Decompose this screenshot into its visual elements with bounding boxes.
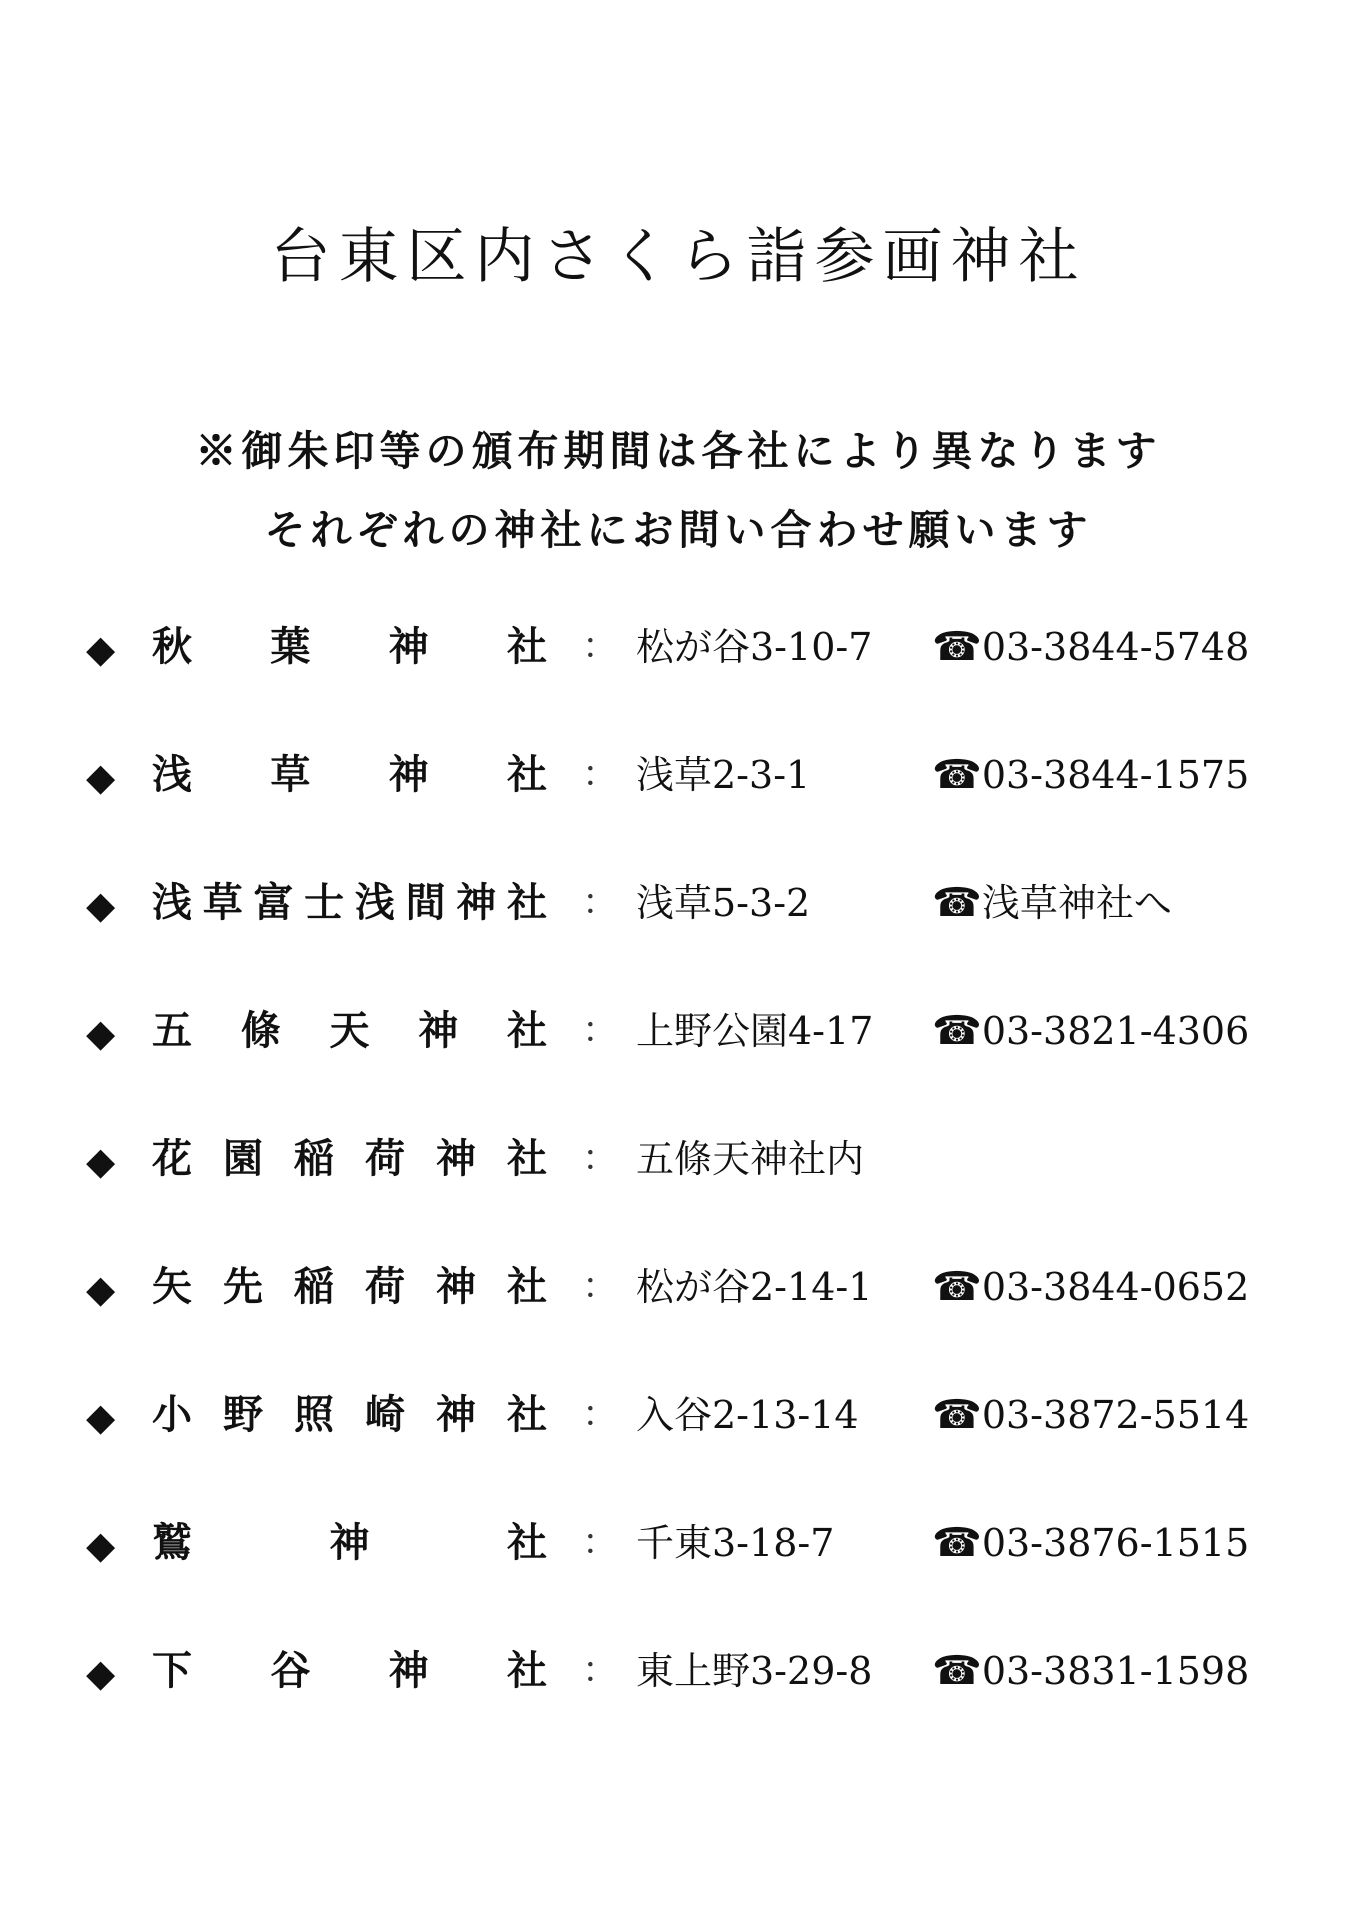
colon-separator: ：	[582, 626, 619, 667]
diamond-bullet-icon: ◆	[86, 1267, 116, 1311]
phone-number: 03-3872-5514	[981, 1393, 1250, 1437]
shrine-name: 浅草神社	[152, 751, 547, 798]
telephone-icon: ☎	[932, 880, 982, 926]
shrine-name: 小野照崎神社	[152, 1391, 547, 1438]
shrine-name: 五條天神社	[152, 1007, 547, 1054]
shrine-row	[0, 1124, 1357, 1194]
phone-number: 03-3844-1575	[981, 753, 1250, 797]
diamond-bullet-icon: ◆	[86, 1523, 116, 1567]
diamond-bullet-icon: ◆	[86, 883, 116, 927]
shrine-row	[0, 1636, 1357, 1706]
shrine-row	[0, 996, 1357, 1066]
colon-separator: ：	[582, 1650, 619, 1691]
notice-line-2: それぞれの神社にお問い合わせ願います	[264, 506, 1093, 554]
colon-separator: ：	[582, 1266, 619, 1307]
shrine-name: 花園稲荷神社	[152, 1135, 547, 1182]
shrine-address: 東上野3-29-8	[636, 1649, 873, 1693]
shrine-row	[0, 612, 1357, 682]
colon-separator: ：	[582, 882, 619, 923]
shrine-address: 浅草2-3-1	[636, 753, 811, 797]
shrine-phone	[932, 1520, 1249, 1566]
shrine-row	[0, 1252, 1357, 1322]
colon-separator: ：	[582, 1010, 619, 1051]
diamond-bullet-icon: ◆	[86, 1395, 116, 1439]
telephone-icon: ☎	[932, 1520, 982, 1566]
telephone-icon: ☎	[932, 1008, 982, 1054]
phone-number: 03-3844-0652	[981, 1265, 1250, 1309]
phone-number: 03-3831-1598	[981, 1649, 1250, 1693]
colon-separator: ：	[582, 754, 619, 795]
shrine-address: 入谷2-13-14	[636, 1393, 859, 1437]
shrine-name: 矢先稲荷神社	[152, 1263, 547, 1310]
shrine-name: 鷲神社	[152, 1519, 547, 1566]
shrine-address: 上野公園4-17	[636, 1009, 874, 1053]
shrine-row	[0, 868, 1357, 938]
telephone-icon: ☎	[932, 1392, 982, 1438]
diamond-bullet-icon: ◆	[86, 755, 116, 799]
shrine-phone	[932, 1392, 1249, 1438]
diamond-bullet-icon: ◆	[86, 1651, 116, 1695]
shrine-name: 浅草富士浅間神社	[152, 879, 547, 926]
shrine-phone	[932, 624, 1249, 670]
telephone-icon: ☎	[932, 624, 982, 670]
shrine-phone	[932, 880, 1172, 926]
colon-separator: ：	[582, 1522, 619, 1563]
shrine-phone	[932, 752, 1249, 798]
telephone-icon: ☎	[932, 752, 982, 798]
shrine-phone	[932, 1264, 1249, 1310]
shrine-name: 秋葉神社	[152, 623, 547, 670]
shrine-phone	[932, 1008, 1249, 1054]
telephone-icon: ☎	[932, 1264, 982, 1310]
shrine-phone	[932, 1648, 1249, 1694]
diamond-bullet-icon: ◆	[86, 1139, 116, 1183]
phone-note: 浅草神社へ	[981, 881, 1172, 925]
colon-separator: ：	[582, 1394, 619, 1435]
shrine-row	[0, 740, 1357, 810]
phone-number: 03-3876-1515	[981, 1521, 1250, 1565]
shrine-address: 浅草5-3-2	[636, 881, 811, 925]
shrine-address: 千東3-18-7	[636, 1521, 835, 1565]
telephone-icon: ☎	[932, 1648, 982, 1694]
diamond-bullet-icon: ◆	[86, 627, 116, 671]
page-title: 台東区内さくら詣参画神社	[270, 222, 1087, 292]
phone-number: 03-3821-4306	[981, 1009, 1250, 1053]
shrine-address: 松が谷3-10-7	[636, 625, 873, 669]
shrine-row	[0, 1508, 1357, 1578]
diamond-bullet-icon: ◆	[86, 1011, 116, 1055]
colon-separator: ：	[582, 1138, 619, 1179]
shrine-address: 松が谷2-14-1	[636, 1265, 873, 1309]
shrine-address: 五條天神社内	[636, 1137, 865, 1181]
shrine-name: 下谷神社	[152, 1647, 547, 1694]
shrine-row	[0, 1380, 1357, 1450]
notice-line-1: ※御朱印等の頒布期間は各社により異なります	[195, 427, 1162, 475]
phone-number: 03-3844-5748	[981, 625, 1250, 669]
